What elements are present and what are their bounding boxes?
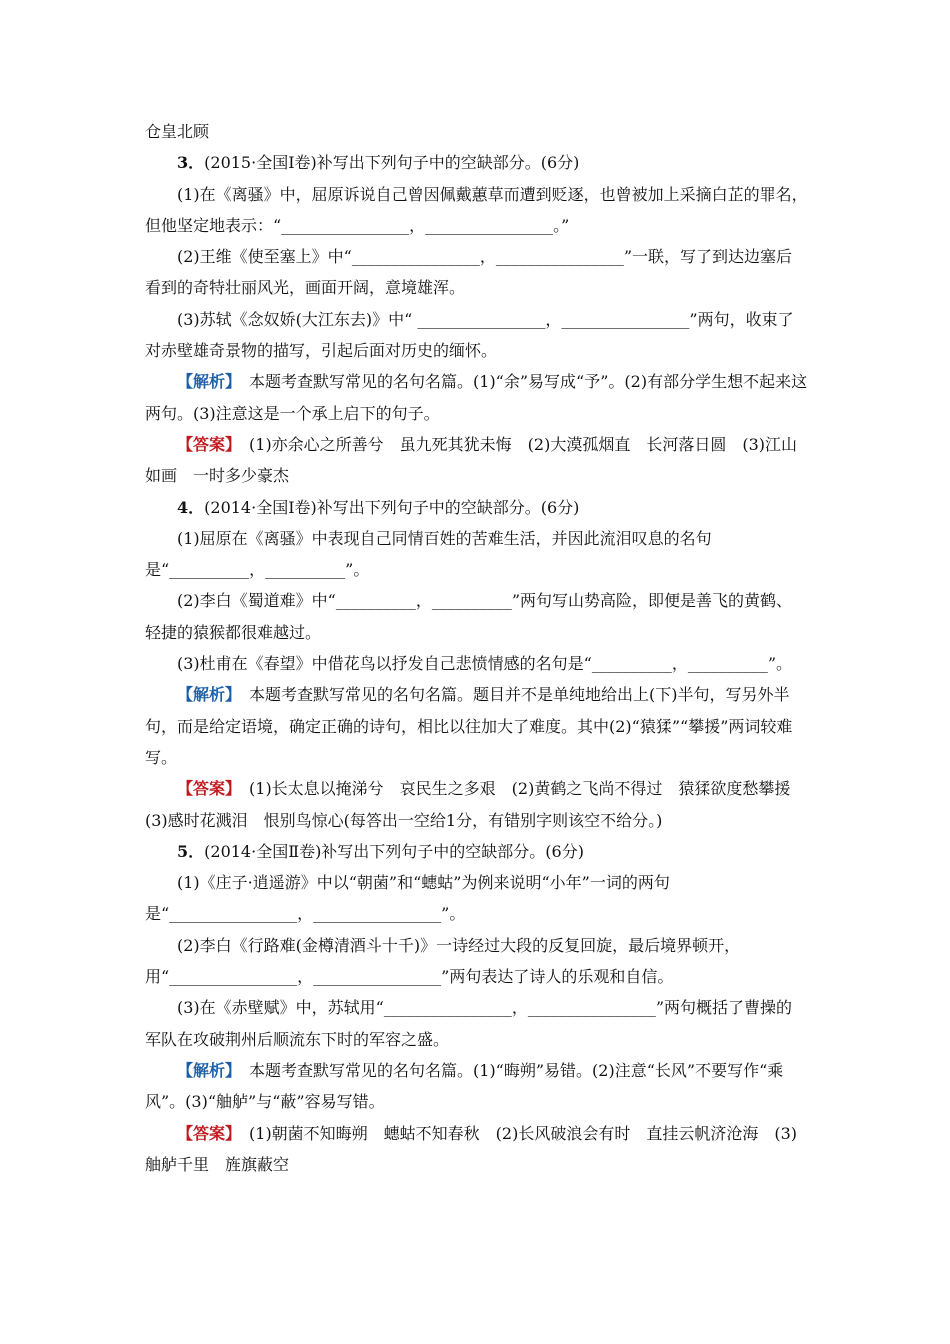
question-text: (2015·全国Ⅰ卷)补写出下列句子中的空缺部分。(6分) bbox=[204, 153, 580, 173]
analysis-tag: 【解析】 bbox=[177, 685, 234, 705]
question-5-item-1: (1)《庄子·逍遥游》中以“朝菌”和“蟪蛄”为例来说明“小年”一词的两句是“________________，________________”。 bbox=[145, 873, 670, 924]
analysis-tag: 【解析】 bbox=[177, 372, 234, 392]
question-4-item-1: (1)屈原在《离骚》中表现自己同情百姓的苦难生活，并因此流泪叹息的名句是“__________，__________”。 bbox=[145, 528, 712, 580]
analysis-text: 本题考查默写常见的名句名篇。(1)“余”易写成“予”。(2)有部分学生想不起来这两句。(3)注意这是一个承上启下的句子。 bbox=[145, 372, 808, 423]
question-4-answer bbox=[145, 773, 808, 836]
analysis-text: 本题考查默写常见的名句名篇。(1)“晦朔”易错。(2)注意“长风”不要写作“乘风”。(3)“舳舻”与“蔽”容易写错。 bbox=[145, 1060, 784, 1112]
question-4-item-2: (2)李白《蜀道难》中“__________，__________”两句写山势高险，即便是善飞的黄鹤、轻捷的猿猴都很难越过。 bbox=[145, 591, 793, 642]
question-3-answer bbox=[145, 429, 808, 492]
question-5-item-3: (3)在《赤壁赋》中，苏轼用“________________，________________”两句概括了曹操的军队在攻破荆州后顺流东下时的军容之盛。 bbox=[145, 998, 793, 1049]
question-5-answer bbox=[145, 1118, 808, 1181]
question-3-heading bbox=[145, 147, 808, 178]
question-number: 5． bbox=[177, 841, 205, 861]
question-3-analysis bbox=[145, 366, 808, 429]
analysis-text: 本题考查默写常见的名句名篇。题目并不是单纯地给出上(下)半句，写另外半句，而是给定语境，确定正确的诗句，相比以往加大了难度。其中(2)“猿猱”“攀援”两词较难写。 bbox=[145, 685, 793, 767]
answer-tag: 【答案】 bbox=[177, 434, 234, 454]
question-4-heading bbox=[145, 492, 808, 523]
question-text: (2014·全国Ⅱ卷)补写出下列句子中的空缺部分。(6分) bbox=[204, 841, 584, 861]
answer-text: (1)长太息以掩涕兮 哀民生之多艰 (2)黄鹤之飞尚不得过 猿猱欲度愁攀援 (3)感时花溅泪 恨别鸟惊心(每答出一空给1分，有错别字则该空不给分。) bbox=[145, 779, 807, 830]
question-3-item-1: (1)在《离骚》中，屈原诉说自己曾因佩戴蕙草而遭到贬逐，也曾被加上采摘白芷的罪名，但他坚定地表示：“________________，________________。” bbox=[145, 184, 808, 235]
continued-answer-line: 仓皇北顾 bbox=[145, 122, 210, 141]
question-3-item-3: (3)苏轼《念奴娇(大江东去)》中“ ________________，________________”两句，收束了对赤壁雄奇景物的描写，引起后面对历史的缅怀。 bbox=[145, 309, 794, 361]
question-5-analysis bbox=[145, 1055, 808, 1118]
question-4-analysis bbox=[145, 679, 808, 773]
question-number: 4． bbox=[177, 497, 205, 517]
analysis-tag: 【解析】 bbox=[177, 1060, 234, 1080]
question-number: 3． bbox=[177, 153, 205, 173]
question-text: (2014·全国Ⅰ卷)补写出下列句子中的空缺部分。(6分) bbox=[204, 497, 580, 517]
question-5-item-2: (2)李白《行路难(金樽清酒斗十千)》一诗经过大段的反复回旋，最后境界顿开，用“________________，________________”两句表达了诗人的乐观和自信。 bbox=[145, 935, 741, 987]
answer-tag: 【答案】 bbox=[177, 1123, 234, 1143]
question-3-item-2: (2)王维《使至塞上》中“________________，________________”一联，写了到达边塞后看到的奇特壮丽风光，画面开阔，意境雄浑。 bbox=[145, 247, 793, 298]
question-4-item-3: (3)杜甫在《春望》中借花鸟以抒发自己悲愤情感的名句是“__________，__________”。 bbox=[177, 654, 793, 674]
question-5-heading bbox=[145, 836, 808, 867]
answer-tag: 【答案】 bbox=[177, 779, 234, 799]
answer-text: (1)朝菌不知晦朔 蟪蛄不知春秋 (2)长风破浪会有时 直挂云帆济沧海 (3)舳舻千里 旌旗蔽空 bbox=[145, 1123, 798, 1174]
answer-text: (1)亦余心之所善兮 虽九死其犹未悔 (2)大漠孤烟直 长河落日圆 (3)江山如画 一时多少豪杰 bbox=[145, 434, 798, 486]
